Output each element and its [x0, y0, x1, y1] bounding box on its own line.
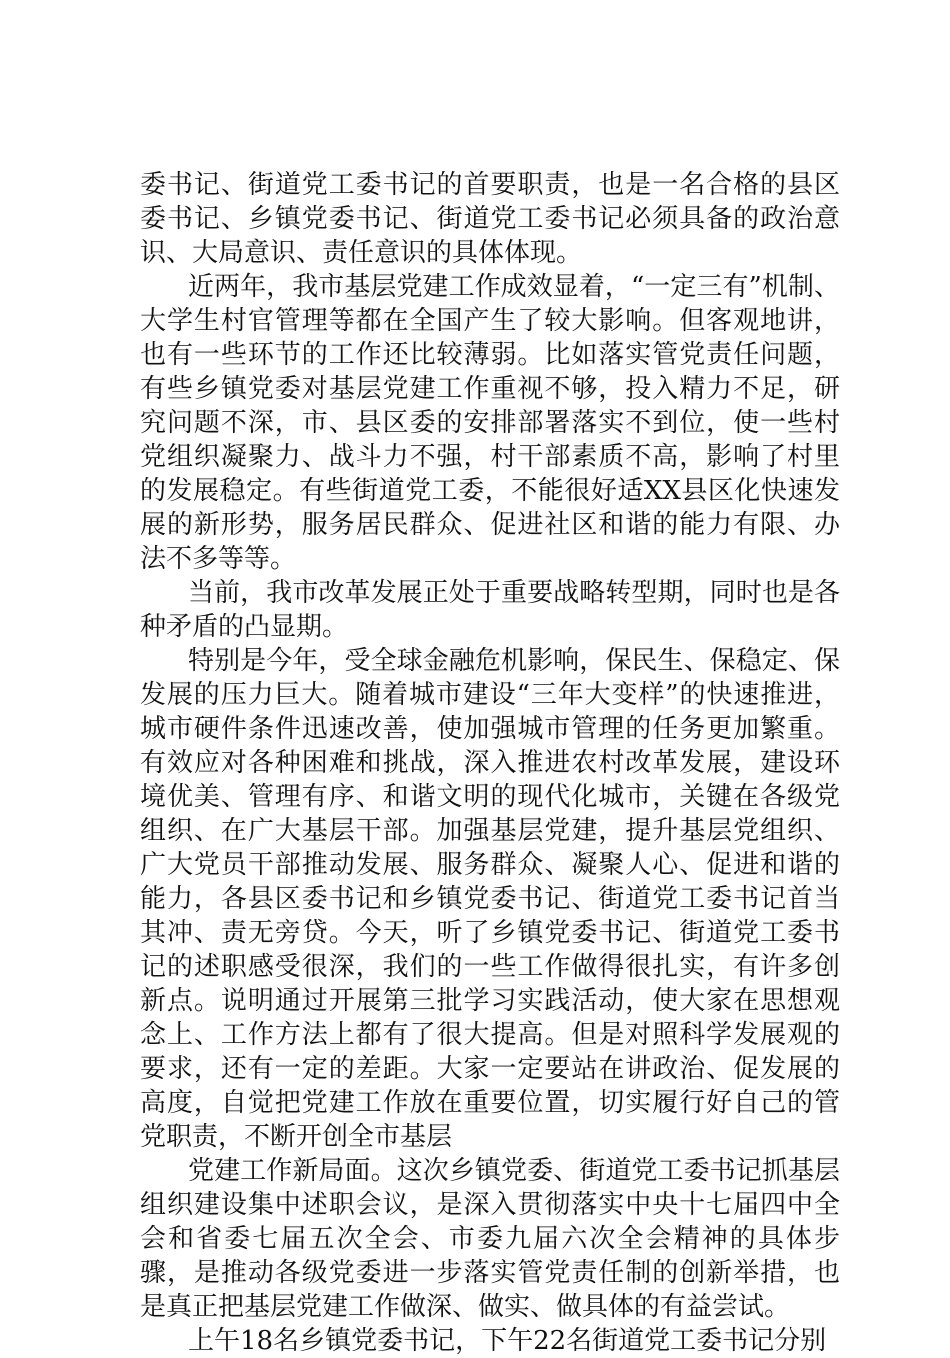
- paragraph-6: 上午18名乡镇党委书记，下午22名街道党工委书记分别: [188, 1326, 827, 1356]
- paragraph-4: 特别是今年，受全球金融危机影响，保民生、保稳定、保发展的压力巨大。随着城市建设“三年大变样”的快速推进，城市硬件条件迅速改善，使加强城市管理的任务更加繁重。有效应对各种困难和挑战，深入推进农村改革发展，建设环境优美、管理有序、和谐文明的现代化城市，关键在各级党组织、在广大基层干部。加强基层党建，提升基层党组织、广大党员干部推动发展、服务群众、凝聚人心、促进和谐的能力，各县区委书记和乡镇党委书记、街道党工委书记首当其冲、责无旁贷。今天，听了乡镇党委书记、街道党工委书记的述职感受很深，我们的一些工作做得很扎实，有许多创新点。说明通过开展第三批学习实践活动，使大家在思想观念上、工作方法上都有了很大提高。但是对照科学发展观的要求，还有一定的差距。大家一定要站在讲政治、促发展的高度，自觉把党建工作放在重要位置，切实履行好自己的管党职责，不断开创全市基层: [140, 646, 840, 1152]
- paragraph-5: 党建工作新局面。这次乡镇党委、街道党工委书记抓基层组织建设集中述职会议，是深入贯彻落实中央十七届四中全会和省委七届五次全会、市委九届六次全会精神的具体步骤，是推动各级党委进一步落实管党责任制的创新举措，也是真正把基层党建工作做深、做实、做具体的有益尝试。: [140, 1156, 840, 1322]
- paragraph-1: 委书记、街道党工委书记的首要职责，也是一名合格的县区委书记、乡镇党委书记、街道党工委书记必须具备的政治意识、大局意识、责任意识的具体体现。: [140, 170, 840, 268]
- document-body: [140, 168, 840, 1358]
- paragraph-3: 当前，我市改革发展正处于重要战略转型期，同时也是各种矛盾的凸显期。: [140, 578, 840, 642]
- paragraph-2: 近两年，我市基层党建工作成效显着，“一定三有”机制、大学生村官管理等都在全国产生了较大影响。但客观地讲，也有一些环节的工作还比较薄弱。比如落实管党责任问题，有些乡镇党委对基层党建工作重视不够，投入精力不足，研究问题不深，市、县区委的安排部署落实不到位，使一些村党组织凝聚力、战斗力不强，村干部素质不高，影响了村里的发展稳定。有些街道党工委，不能很好适XX县区化快速发展的新形势，服务居民群众、促进社区和谐的能力有限、办法不多等等。: [140, 272, 840, 574]
